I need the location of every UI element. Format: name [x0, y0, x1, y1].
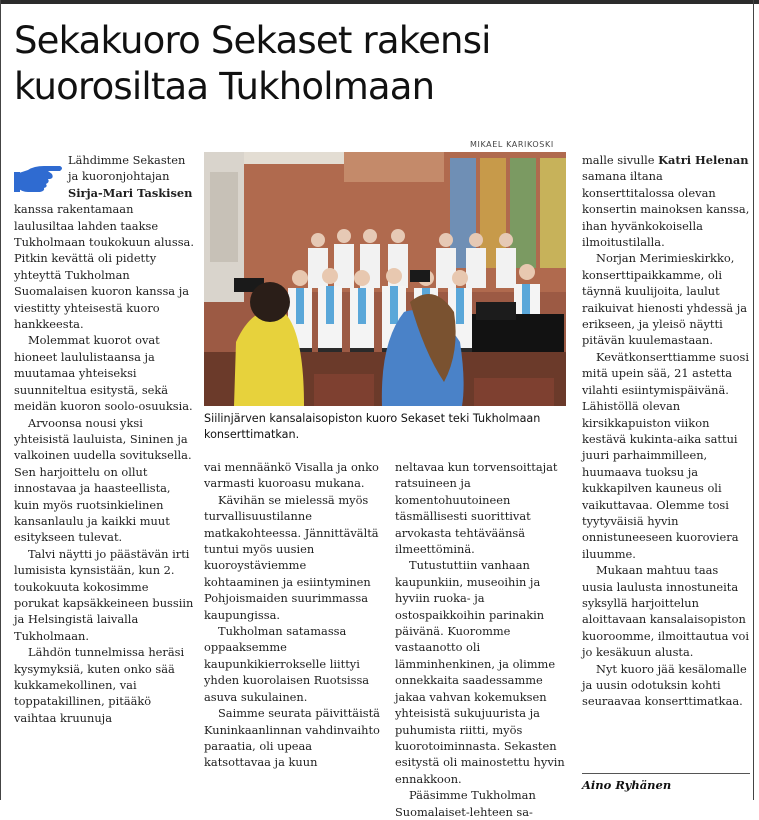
col4-paragraph-5: Nyt kuoro jää kesälomalle ja uusin odotuksin kohti seuraavaa konserttimatkaa. — [582, 661, 747, 709]
col4-paragraph-3: Kevätkonserttiamme suosi mitä upein sää, 21 astetta vilahti esiintymispäivänä. Lähistöllä olevan kirsikkapuiston viikon kestävä kukinta-aika sattui juuri parhaimmilleen, huumaava tuoksu ja kukkapilven kauneus oli vaikuttavaa. Olemme tosi tyytyväisiä hyvin onnistuneeseen kuoroviera​iluumme. — [582, 349, 749, 561]
article-author: Aino Ryhänen — [582, 778, 672, 792]
col1-paragraph-5: Lähdön tunnelmissa heräsi kysymyksiä, kuten onko sää kukkamekollinen, vai toppatakillinen, pitääkö vaihtaa kruunuja — [14, 645, 185, 725]
col4-paragraph-1 — [582, 152, 750, 250]
col4-p1-rest: samana iltana konserttitalossa olevan konsertin mainoksen kanssa, ihan hyvänkokoisella ilmoitustilalla. — [582, 169, 750, 250]
artist-name: Katri Helenan — [658, 153, 749, 167]
choir-photo — [204, 152, 566, 406]
col2-paragraph-4: Saimme seurata päivittäistä Kuninkaanlinnan vahdinvaihto paraatia, oli upeaa katsottavaa ja kuun — [204, 706, 380, 770]
text-column-2 — [204, 459, 380, 771]
headline-line-2: kuorosiltaa Tukholmaan — [14, 65, 435, 108]
col4-p1-lead: malle sivulle — [582, 153, 659, 167]
col1-p1-lead: Lähdimme Sekasten ja kuoronjohtajan — [68, 153, 186, 184]
col3-paragraph-2: Tutustuttiin vanhaan kaupunkiin, museoihin ja hyviin ruoka- ja ostospaikkoihin parinakin päivänä. Kuoromme vastaanotto oli lämminhenkinen, ja olimme onnekkaita saadessamme jakaa vahvan kokemuksen yhteisistä sukujuurista ja puhumista riitti, myös kuorotoiminnasta. Sekasten esitystä oli mainostettu hyvin ennakkoon. — [395, 558, 565, 786]
col2-paragraph-1: vai mennäänkö Visalla ja onko varmasti kuoroasu mukana. — [204, 460, 379, 491]
text-column-3 — [395, 459, 567, 820]
col1-paragraph-2: Molemmat kuorot ovat hioneet laululistaansa ja muutamaa yhteiseksi suunniteltua esitystä, sekä meidän kuoron soolo-osuuksia. — [14, 333, 193, 414]
text-column-1 — [14, 152, 196, 726]
headline-line-1: Sekakuoro Sekaset rakensi — [14, 19, 491, 62]
conductor-name: Sirja-Mari Taskisen — [68, 185, 193, 200]
author-divider — [582, 773, 750, 774]
col3-paragraph-3: Pääsimme Tukholman Suomalaiset-lehteen sa- — [395, 788, 536, 819]
photo-caption: Siilinjärven kansalaisopiston kuoro Sekaset teki Tukholmaan konserttimatkan. — [204, 412, 541, 441]
col1-p1-rest: kanssa rakentamaan laulusiltaa lahden taakse Tukholmaan toukokuun alussa. Pitkin kevättä oli pidetty yhteyttä Tukholman Suomalaisen kuoron kanssa ja viestitty yhteisestä kuoro hankkeesta. — [14, 202, 194, 332]
col2-paragraph-3: Tukholman satamassa oppaaksemme kaupunkikierrokselle liittyi yhden kuorolaisen Ruotsissa asuva sukulainen. — [204, 624, 370, 704]
page-top-rule — [0, 0, 759, 4]
text-column-4 — [582, 152, 750, 710]
page-right-rule — [753, 0, 754, 800]
article-headline — [14, 18, 749, 110]
col2-paragraph-2: Kävihän se mielessä myös turvallisuustilanne matkakohteessa. Jännittävältä tuntui myös uusien kuoroystäviemme kohtaaminen ja esiintyminen Pohjoismaiden suurimmassa kaupungissa. — [204, 492, 379, 622]
photo-credit: MIKAEL KARIKOSKI — [470, 140, 554, 149]
pointing-hand-icon — [14, 160, 64, 196]
page-left-rule — [0, 0, 1, 800]
col1-paragraph-3: Arvoonsa nousi yksi yhteisistä lauluista, Sininen ja valkoinen uudella sovituksella. Sen harjoittelu on ollut innostavaa ja haasteellista, kuin myös ruotsinkielinen kansanlaulu ja kaikki muut esitykseen tulevat. — [14, 415, 192, 545]
col3-paragraph-1: neltavaa kun torvensoittajat ratsuineen ja komentohuutoineen täsmällisesti suorittivat arvokasta tehtäväänsä ilmeettöminä. — [395, 460, 558, 557]
col4-paragraph-4: Mukaan mahtuu taas uusia laulusta innostuneita syksyllä harjoittelun aloittavaan kansalaisopiston kuoroomme, ilmoittautua voi jo kesäkuun alusta. — [582, 563, 749, 660]
col1-paragraph-4: Talvi näytti jo päästävän irti lumisista kynsistään, kun 2. toukokuuta kokosimme porukat kapsäkkeineen bussiin ja Helsingistä laivalla Tukholmaan. — [14, 546, 194, 643]
col4-paragraph-2: Norjan Merimieskirkko, konserttipaikkamme, oli täynnä kuulijoita, laulut raikuivat hienosti yhdessä ja erikseen, ja yleisö näytti pitävän kuulemastaan. — [582, 251, 748, 348]
